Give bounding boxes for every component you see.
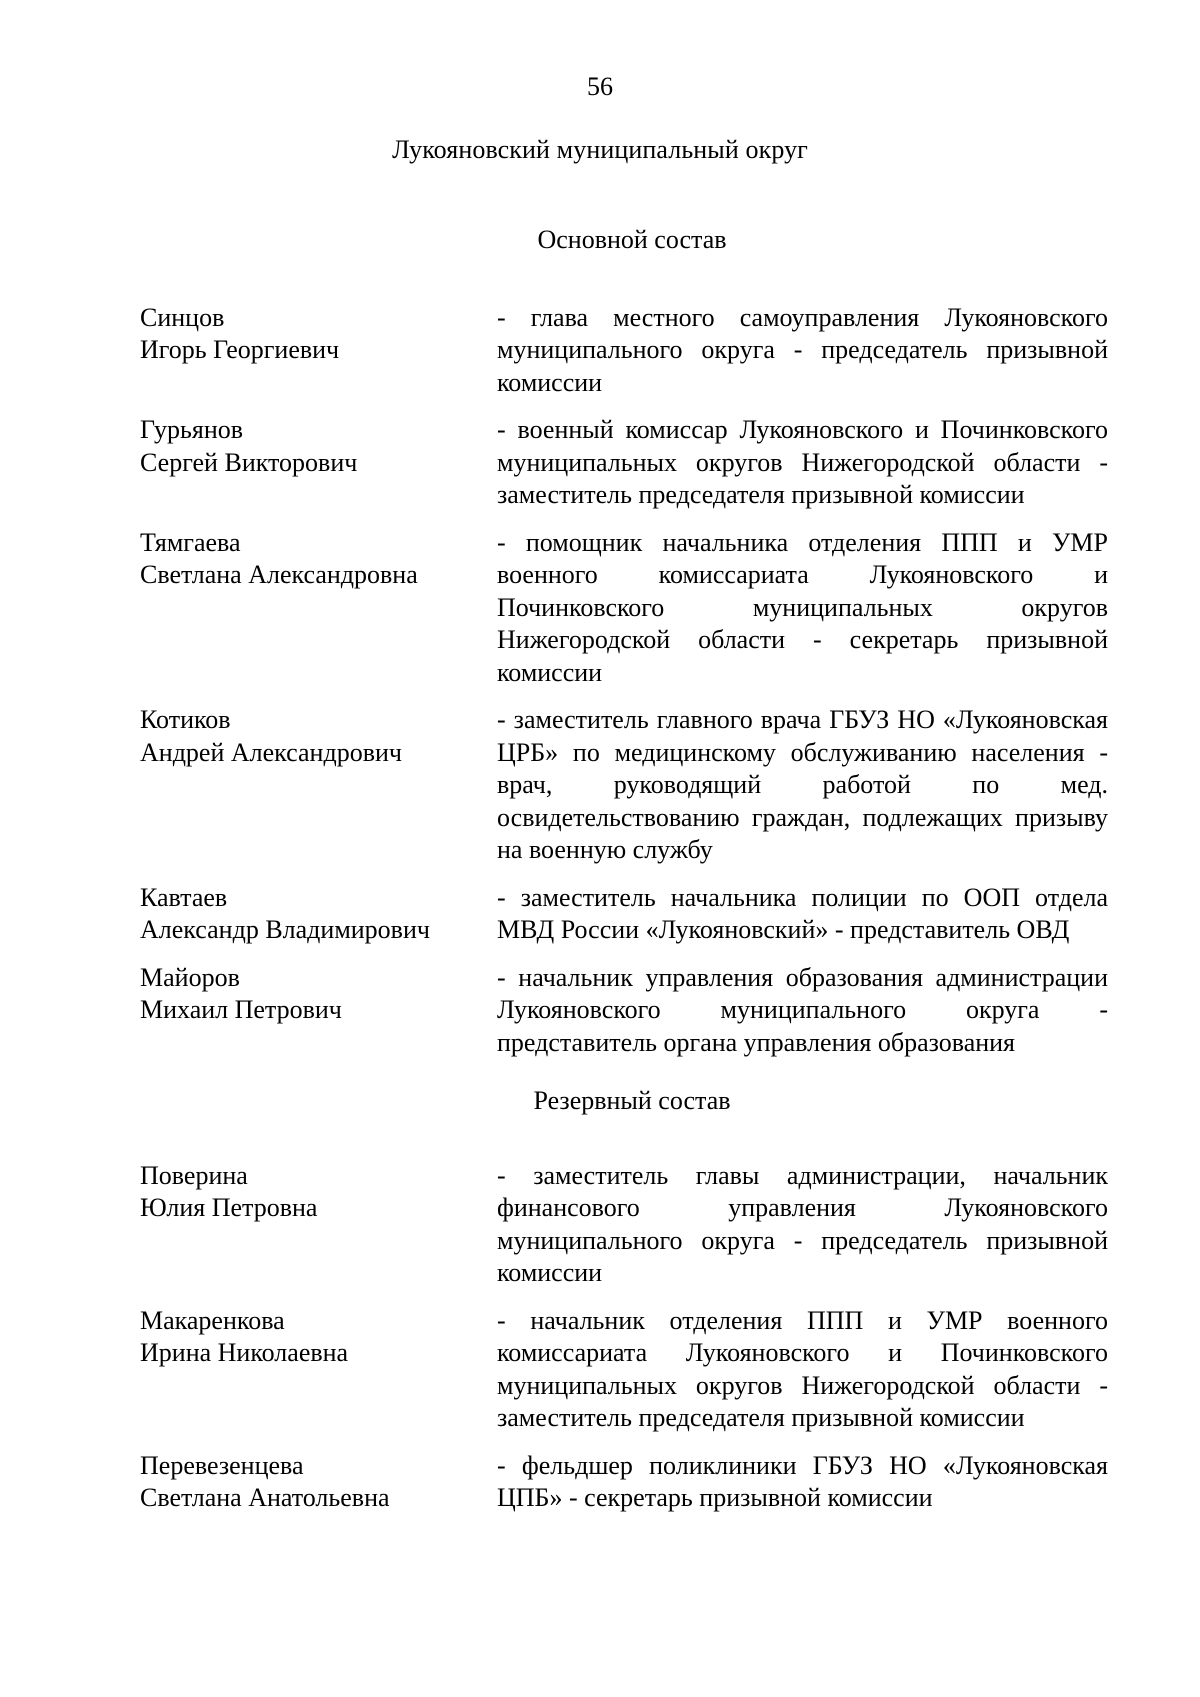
member-role: - начальник отделения ППП и УМР военного комиссариата Лукояновского и Починковского муниципальных округов Нижегородской области - заместитель председателя призывной комиссии [497,1305,1108,1432]
member-name [140,1160,497,1290]
member-given-names: Юлия Петровна [140,1193,318,1222]
member-role: - начальник управления образования администрации Лукояновского муниципального округа - представитель органа управления образования [497,962,1108,1057]
member-row [140,1305,1108,1435]
member-row [140,882,1108,947]
member-role: - помощник начальника отделения ППП и УМР военного комиссариата Лукояновского и Починковского муниципальных округов Нижегородской области - секретарь призывной комиссии [497,527,1108,687]
member-given-names: Игорь Георгиевич [140,335,340,364]
section-heading-reserve: Резервный состав [533,1086,731,1115]
member-name [140,302,497,400]
member-surname: Макаренкова [140,1305,285,1335]
member-surname: Перевезенцева [140,1450,304,1480]
district-title: Лукояновский муниципальный округ [392,135,808,164]
member-row [140,414,1108,512]
member-name [140,1305,497,1435]
page-number: 56 [587,72,613,101]
member-surname: Гурьянов [140,415,244,444]
member-role: - заместитель главы администрации, начальник финансового управления Лукояновского муниципального округа - председатель призывной комиссии [497,1160,1108,1287]
member-given-names: Андрей Александрович [140,737,402,767]
member-given-names: Светлана Александровна [140,560,418,589]
member-name [140,527,497,690]
member-row [140,704,1108,867]
member-role: - заместитель начальника полиции по ООП отдела МВД России «Лукояновский» - представитель ОВД [497,882,1108,944]
member-surname: Майоров [140,962,240,992]
member-given-names: Михаил Петрович [140,995,342,1024]
member-name [140,414,497,512]
member-surname: Котиков [140,705,231,734]
member-name [140,1450,497,1515]
member-row [140,1450,1108,1515]
member-surname: Поверина [140,1160,248,1190]
member-given-names: Светлана Анатольевна [140,1483,390,1512]
member-name [140,704,497,867]
member-role: - фельдшер поликлиники ГБУЗ НО «Лукояновская ЦПБ» - секретарь призывной комиссии [497,1450,1108,1512]
member-row [140,302,1108,400]
member-surname: Кавтаев [140,882,228,912]
member-role: - военный комиссар Лукояновского и Починковского муниципальных округов Нижегородской области - заместитель председателя призывной комиссии [497,415,1108,509]
member-surname: Тямгаева [140,527,241,557]
member-row [140,1160,1108,1290]
member-surname: Синцов [140,302,225,332]
member-given-names: Александр Владимирович [140,915,430,944]
member-row [140,962,1108,1060]
member-role: - заместитель главного врача ГБУЗ НО «Лукояновская ЦРБ» по медицинскому обслуживанию населения - врач, руководящий работой по мед. освидетельствованию граждан, подлежащих призыву на военную службу [497,705,1108,864]
member-given-names: Сергей Викторович [140,447,358,477]
member-row [140,527,1108,690]
member-name [140,882,497,947]
commission-roster [140,224,1108,1530]
section-main [140,224,1108,1059]
section-heading-main: Основной состав [537,225,727,254]
member-role: - глава местного самоуправления Лукояновского муниципального округа - председатель призывной комиссии [497,302,1108,397]
member-given-names: Ирина Николаевна [140,1338,349,1367]
section-reserve [140,1085,1108,1515]
member-name [140,962,497,1060]
